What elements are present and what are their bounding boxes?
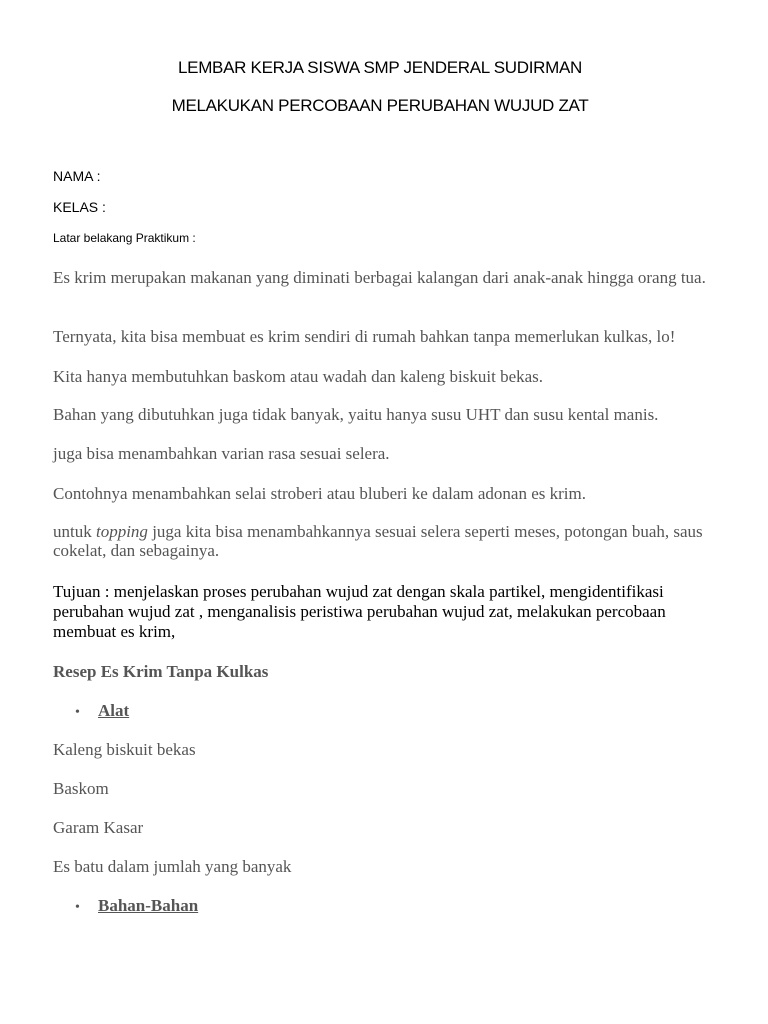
- document-title-line2: MELAKUKAN PERCOBAAN PERUBAHAN WUJUD ZAT: [171, 96, 589, 115]
- list-item: Baskom: [53, 779, 109, 798]
- topping-suffix: juga kita bisa menambahkannya sesuai selera seperti meses, potongan buah, saus cokelat, dan sebagainya.: [53, 522, 703, 560]
- nama-label: NAMA :: [53, 168, 101, 184]
- paragraph-5: juga bisa menambahkan varian rasa sesuai selera.: [53, 444, 390, 463]
- topping-prefix: untuk: [53, 522, 96, 541]
- document-title-line1: LEMBAR KERJA SISWA SMP JENDERAL SUDIRMAN: [178, 58, 582, 77]
- bullet-dot: •: [75, 900, 80, 915]
- bullet-dot: •: [75, 705, 80, 720]
- recipe-heading: Resep Es Krim Tanpa Kulkas: [53, 662, 269, 681]
- paragraph-6: Contohnya menambahkan selai stroberi atau bluberi ke dalam adonan es krim.: [53, 484, 586, 503]
- tujuan-paragraph: Tujuan : menjelaskan proses perubahan wujud zat dengan skala partikel, mengidentifikasi perubahan wujud zat , menganalisis peristiwa perubahan wujud zat, melakukan percobaan membuat es krim,: [53, 582, 666, 641]
- paragraph-1: Es krim merupakan makanan yang diminati berbagai kalangan dari anak-anak hingga orang tua.: [53, 268, 706, 287]
- alat-heading: Alat: [98, 701, 130, 720]
- paragraph-4: Bahan yang dibutuhkan juga tidak banyak, yaitu hanya susu UHT dan susu kental manis.: [53, 405, 659, 424]
- list-item: Es batu dalam jumlah yang banyak: [53, 857, 292, 876]
- list-item: Kaleng biskuit bekas: [53, 740, 196, 759]
- latar-belakang-label: Latar belakang Praktikum :: [53, 231, 196, 245]
- bahan-heading: Bahan-Bahan: [98, 896, 199, 915]
- paragraph-topping: [53, 522, 713, 560]
- kelas-label: KELAS :: [53, 199, 106, 215]
- paragraph-3: Kita hanya membutuhkan baskom atau wadah dan kaleng biskuit bekas.: [53, 367, 544, 386]
- bahan-bullet: [75, 896, 198, 916]
- alat-bullet: [75, 701, 129, 721]
- topping-word: topping: [95, 522, 148, 541]
- paragraph-2: Ternyata, kita bisa membuat es krim sendiri di rumah bahkan tanpa memerlukan kulkas, lo!: [53, 327, 676, 346]
- list-item: Garam Kasar: [53, 818, 144, 837]
